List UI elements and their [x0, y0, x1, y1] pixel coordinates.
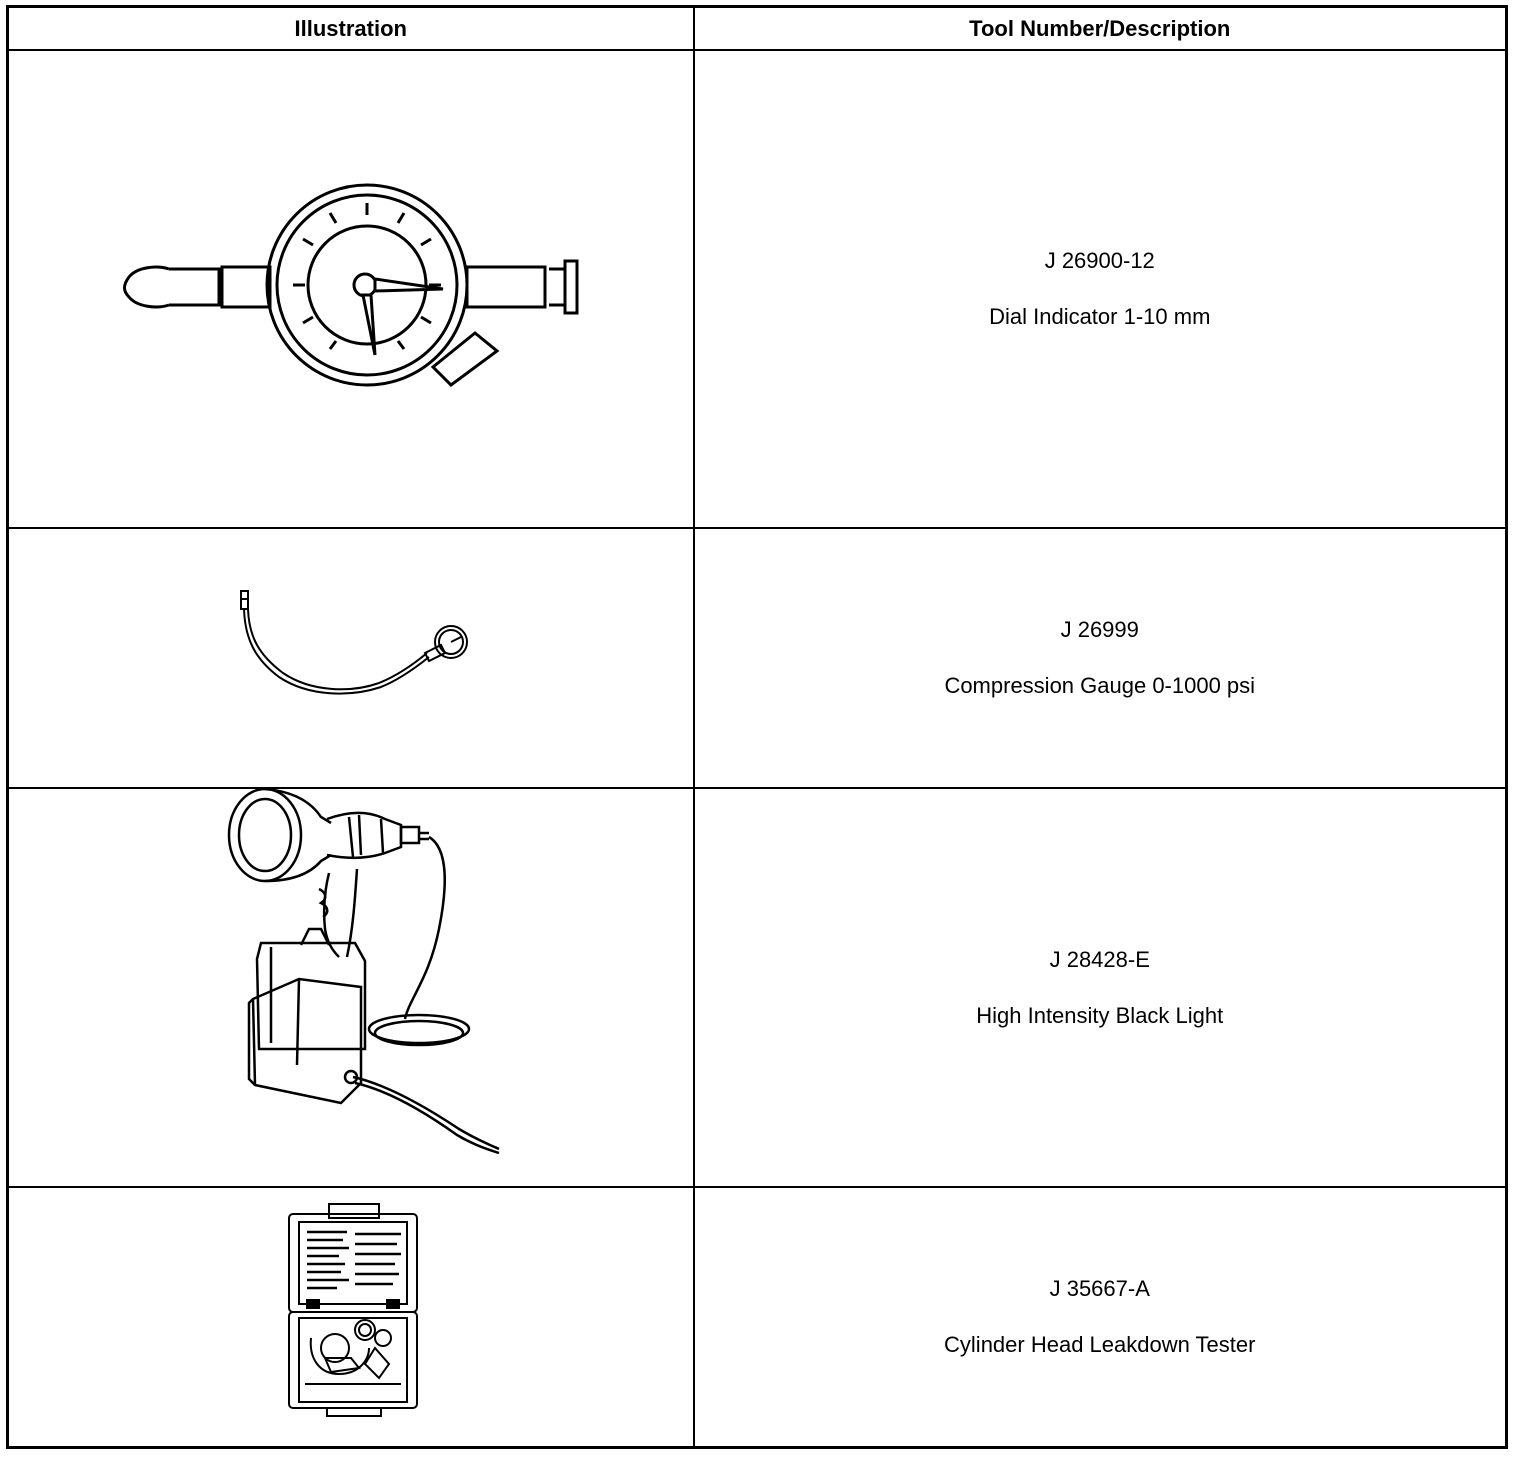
tool-number: J 28428-E [1049, 946, 1150, 972]
table-row [8, 788, 1507, 1187]
dial-indicator-icon [9, 51, 693, 527]
table-row [8, 50, 1507, 528]
compression-gauge-icon [9, 529, 693, 787]
header-tool-description: Tool Number/Description [694, 7, 1507, 51]
leakdown-tester-icon [9, 1188, 693, 1446]
black-light-icon [9, 789, 693, 1186]
special-tools-table [6, 5, 1508, 1449]
illustration-cell [8, 50, 694, 528]
tool-number: J 35667-A [1049, 1275, 1150, 1301]
tool-description: Dial Indicator 1-10 mm [989, 304, 1211, 329]
description-cell [694, 528, 1507, 788]
table-row [8, 528, 1507, 788]
description-cell [694, 50, 1507, 528]
description-cell [694, 788, 1507, 1187]
tool-description: Compression Gauge 0-1000 psi [944, 673, 1256, 698]
illustration-cell [8, 788, 694, 1187]
tool-description: High Intensity Black Light [976, 1002, 1224, 1028]
table-header-row [8, 7, 1507, 51]
tool-number: J 26900-12 [1044, 248, 1155, 273]
table-row [8, 1187, 1507, 1447]
tool-description: Cylinder Head Leakdown Tester [944, 1331, 1256, 1357]
illustration-cell [8, 1187, 694, 1447]
description-cell [694, 1187, 1507, 1447]
header-illustration: Illustration [8, 7, 694, 51]
tool-number: J 26999 [1060, 617, 1139, 642]
illustration-cell [8, 528, 694, 788]
